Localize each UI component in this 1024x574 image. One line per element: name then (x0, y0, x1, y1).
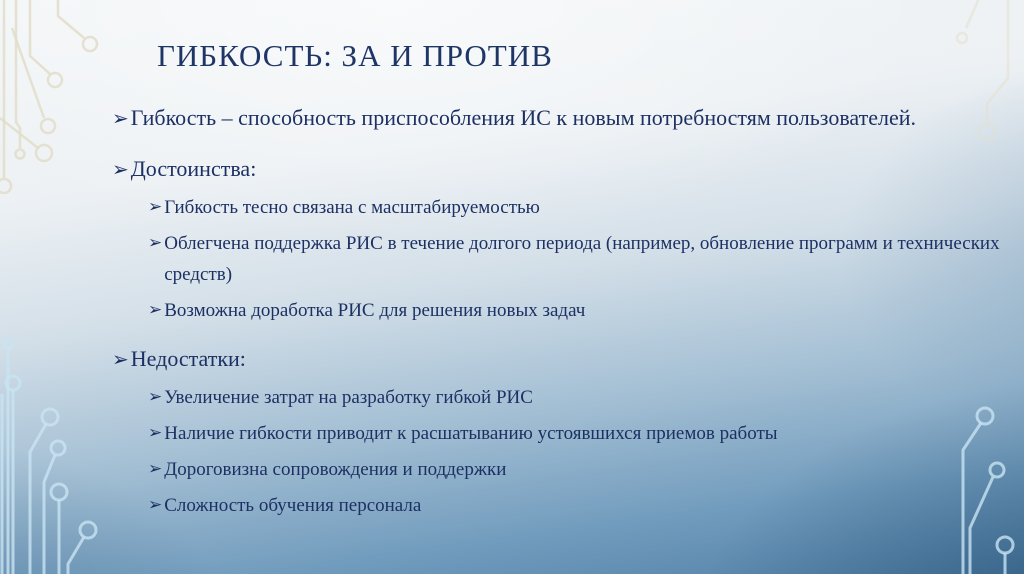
bullet-text: Сложность обучения персонала (164, 495, 422, 516)
arrow-bullet-icon: ➢ (148, 233, 163, 253)
arrow-bullet-icon: ➢ (112, 157, 129, 181)
arrow-bullet-icon: ➢ (148, 387, 163, 407)
bullet-text: Недостатки: (130, 346, 246, 371)
arrow-bullet-icon: ➢ (148, 495, 163, 515)
bullet-text: Дороговизна сопровождения и поддержки (164, 459, 507, 480)
bullet-text: Гибкость тесно связана с масштабируемостью (164, 197, 540, 218)
arrow-bullet-icon: ➢ (148, 197, 163, 217)
bullet-item-cons-heading (112, 341, 922, 377)
bullet-item-pro-1 (148, 192, 1006, 223)
arrow-bullet-icon: ➢ (148, 459, 163, 479)
bullet-item-con-1 (148, 382, 1006, 413)
bullet-item-con-3 (148, 454, 1006, 485)
bullet-item-pro-2 (148, 228, 1006, 290)
arrow-bullet-icon: ➢ (148, 300, 163, 320)
bullet-text: Достоинства: (130, 156, 257, 181)
bullet-item-pros-heading (112, 151, 922, 187)
slide-content (112, 30, 1000, 521)
arrow-bullet-icon: ➢ (112, 106, 129, 130)
bullet-item-con-2 (148, 418, 1006, 449)
slide-title: ГИБКОСТЬ: ЗА И ПРОТИВ (157, 38, 553, 73)
bullet-item-definition (112, 100, 922, 136)
bullet-text: Гибкость – способность приспособления ИС к новым потребностям пользователей. (130, 105, 917, 130)
bullet-text: Наличие гибкости приводит к расшатыванию устоявшихся приемов работы (164, 423, 778, 444)
circuit-decoration-bottom-left (0, 330, 120, 574)
bullet-item-con-4 (148, 490, 1006, 521)
bullet-text: Возможна доработка РИС для решения новых задач (164, 300, 586, 321)
bullet-text: Облегчена поддержка РИС в течение долгого периода (например, обновление программ и технических средств) (164, 233, 1000, 285)
arrow-bullet-icon: ➢ (148, 423, 163, 443)
bullet-item-pro-3 (148, 295, 1006, 326)
bullet-text: Увеличение затрат на разработку гибкой РИС (164, 387, 533, 408)
arrow-bullet-icon: ➢ (112, 347, 129, 371)
